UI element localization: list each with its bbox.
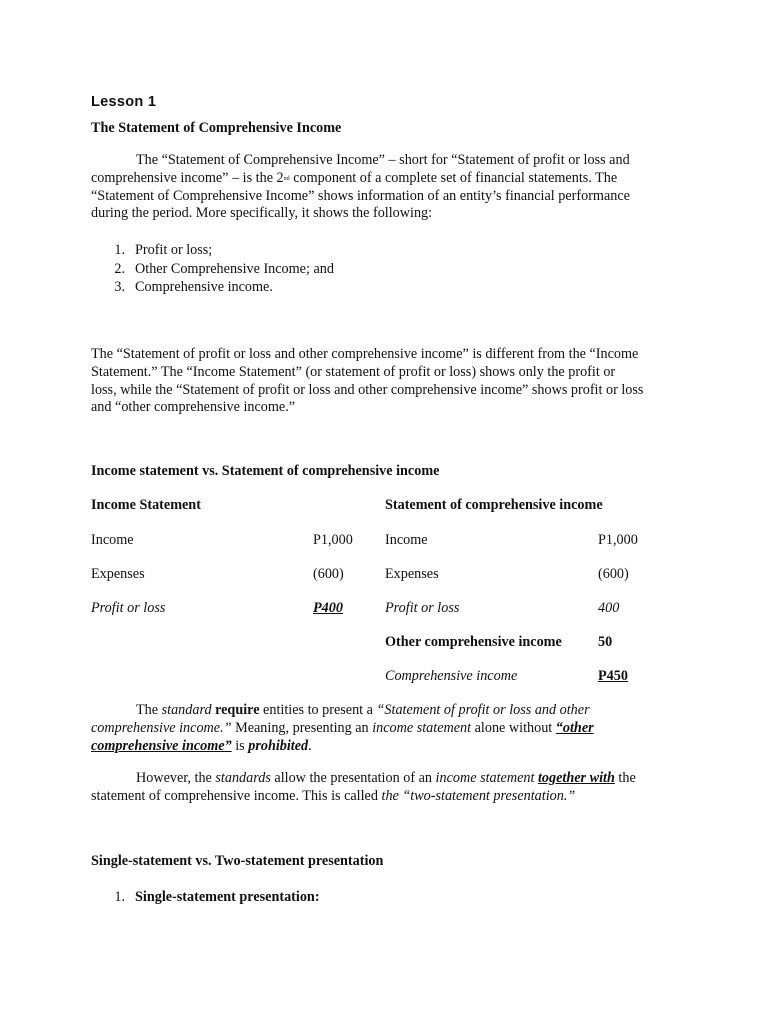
text-run: is	[231, 737, 249, 754]
text-run: income statement	[435, 770, 535, 786]
list-item-text: Single-statement presentation:	[135, 889, 320, 905]
section-heading-vs: Income statement vs. Statement of comprehensive income	[91, 463, 440, 479]
text-run: comprehensive income.”	[91, 719, 232, 736]
right-expenses-label: Expenses	[385, 566, 439, 582]
list-item	[103, 241, 334, 260]
text-run: comprehensive income”	[91, 737, 232, 754]
standard-line-2	[91, 720, 594, 738]
components-list	[103, 241, 334, 297]
text-run: the “two-statement presentation.”	[381, 787, 576, 804]
presentation-list	[103, 889, 320, 906]
intro-line-1: The “Statement of Comprehensive Income” – short for “Statement of profit or loss and	[136, 152, 630, 168]
right-ci-label: Comprehensive income	[385, 668, 518, 684]
right-table-header: Statement of comprehensive income	[385, 497, 603, 513]
right-oci-value: 50	[598, 634, 613, 650]
list-item-number: 1.	[114, 242, 125, 258]
right-oci-label: Other comprehensive income	[385, 634, 562, 650]
list-item-number: 3.	[114, 279, 125, 295]
list-item	[103, 278, 334, 297]
lesson-label: Lesson 1	[91, 94, 157, 110]
text-run: standards	[215, 770, 271, 786]
list-item	[103, 260, 334, 279]
however-line-2	[91, 788, 636, 806]
text-run: “Statement of profit or loss and other	[376, 702, 590, 718]
left-income-label: Income	[91, 532, 134, 548]
text-run: statement of comprehensive income. This is called	[91, 787, 382, 804]
text-run: However, the	[136, 770, 216, 786]
list-item-text: Other Comprehensive Income; and	[135, 260, 334, 277]
text-run: The	[136, 702, 162, 718]
difference-line-1: The “Statement of profit or loss and other comprehensive income” is different from the “Income	[91, 346, 639, 362]
text-run: Meaning, presenting an	[231, 719, 373, 736]
standard-paragraph	[91, 702, 594, 755]
section-heading-presentation: Single-statement vs. Two-statement presentation	[91, 853, 384, 869]
right-ci-value: P450	[598, 668, 628, 684]
however-line-1	[91, 770, 636, 788]
intro-line-2	[91, 170, 630, 188]
right-expenses-value: (600)	[598, 566, 629, 582]
list-item-number: 1.	[114, 889, 125, 905]
however-paragraph	[91, 770, 636, 806]
right-profit-value: 400	[598, 600, 620, 616]
right-income-value: P1,000	[598, 532, 638, 548]
difference-paragraph	[91, 346, 643, 417]
difference-line-3: loss, while the “Statement of profit or loss and other comprehensive income” shows profit or loss	[91, 381, 644, 398]
left-income-value: P1,000	[313, 532, 353, 548]
intro-line-2b: component of a complete set of financial statements. The	[289, 169, 618, 186]
left-profit-label: Profit or loss	[91, 600, 166, 616]
intro-line-3: “Statement of Comprehensive Income” shows information of an entity’s financial performance	[91, 187, 630, 204]
left-expenses-value: (600)	[313, 566, 344, 582]
list-item-text: Comprehensive income.	[135, 279, 273, 295]
intro-line-2a: comprehensive income” – is the 2	[91, 169, 284, 186]
text-run: allow the presentation of an	[270, 770, 436, 786]
standard-line-1	[91, 702, 594, 720]
standard-line-3	[91, 738, 594, 756]
list-item-text: Profit or loss;	[135, 242, 213, 258]
text-run: entities to present a	[259, 702, 377, 718]
intro-line-4: during the period. More specifically, it shows the following:	[91, 205, 433, 222]
text-run: together with	[537, 770, 615, 786]
difference-line-2: Statement.” The “Income Statement” (or statement of profit or loss) shows only the profit or	[91, 363, 616, 380]
text-run: prohibited	[248, 737, 309, 754]
text-run: “other	[555, 719, 594, 736]
text-run: standard	[161, 702, 212, 718]
list-item-number: 2.	[114, 260, 125, 277]
text-run: income statement	[372, 719, 472, 736]
ordinal-suffix: nd	[283, 175, 290, 182]
text-run: alone without	[471, 719, 556, 736]
left-expenses-label: Expenses	[91, 566, 145, 582]
left-table-header: Income Statement	[91, 497, 201, 513]
right-income-label: Income	[385, 532, 428, 548]
text-run: .	[308, 737, 312, 754]
right-profit-label: Profit or loss	[385, 600, 460, 616]
left-profit-value: P400	[313, 600, 343, 616]
text-run: the	[614, 770, 636, 786]
intro-paragraph	[91, 152, 630, 223]
text-run: require	[211, 702, 260, 718]
difference-line-4: and “other comprehensive income.”	[91, 399, 296, 416]
page-title: The Statement of Comprehensive Income	[91, 120, 342, 136]
